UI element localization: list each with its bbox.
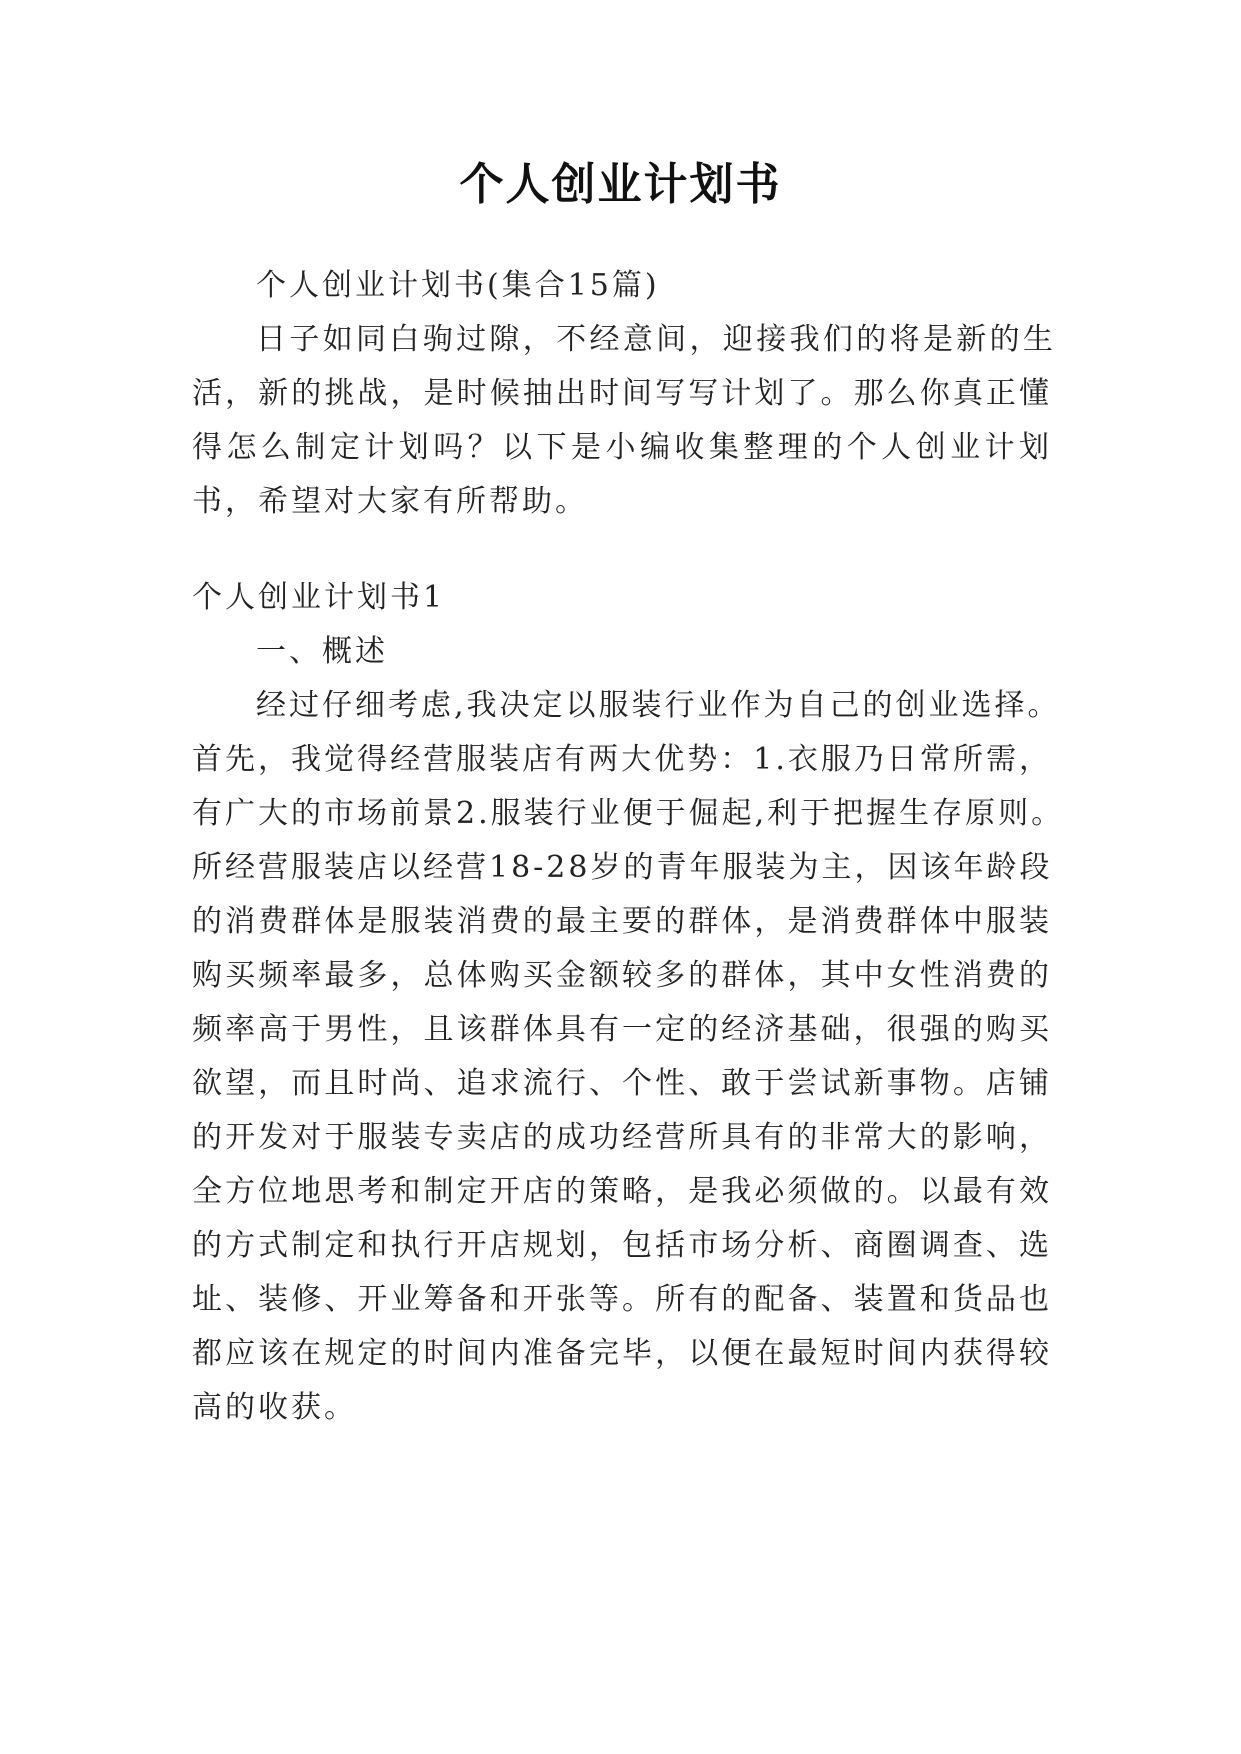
body-line: 首先，我觉得经营服装店有两大优势：1.衣服乃日常所需， xyxy=(192,742,1052,777)
body-line: 的消费群体是服装消费的最主要的群体，是消费群体中服装 xyxy=(192,904,1052,939)
body-line: 购买频率最多，总体购买金额较多的群体，其中女性消费的 xyxy=(192,958,1052,993)
body-line: 频率高于男性，且该群体具有一定的经济基础，很强的购买 xyxy=(192,1012,1052,1047)
document-subtitle: 个人创业计划书(集合15篇) xyxy=(256,268,660,303)
body-line: 欲望，而且时尚、追求流行、个性、敢于尝试新事物。店铺 xyxy=(192,1066,1052,1101)
body-line: 都应该在规定的时间内准备完毕，以便在最短时间内获得较 xyxy=(192,1336,1052,1371)
intro-line: 书，希望对大家有所帮助。 xyxy=(192,484,588,519)
body-line: 全方位地思考和制定开店的策略，是我必须做的。以最有效 xyxy=(192,1174,1052,1209)
body-line: 经过仔细考虑,我决定以服装行业作为自己的创业选择。 xyxy=(256,688,1061,723)
section-heading: 个人创业计划书1 xyxy=(192,580,446,615)
body-line: 所经营服装店以经营18-28岁的青年服装为主，因该年龄段 xyxy=(192,850,1053,885)
body-line: 有广大的市场前景2.服装行业便于倔起,利于把握生存原则。 xyxy=(192,796,1065,831)
intro-line: 日子如同白驹过隙，不经意间，迎接我们的将是新的生 xyxy=(256,322,1056,357)
intro-line: 得怎么制定计划吗？以下是小编收集整理的个人创业计划 xyxy=(192,430,1052,465)
document-title: 个人创业计划书 xyxy=(459,159,782,210)
body-line: 的开发对于服装专卖店的成功经营所具有的非常大的影响， xyxy=(192,1120,1052,1155)
subsection-heading: 一、概述 xyxy=(256,634,388,669)
body-line: 的方式制定和执行开店规划，包括市场分析、商圈调查、选 xyxy=(192,1228,1052,1263)
intro-line: 活，新的挑战，是时候抽出时间写写计划了。那么你真正懂 xyxy=(192,376,1052,411)
body-line: 高的收获。 xyxy=(192,1390,357,1425)
body-line: 址、装修、开业筹备和开张等。所有的配备、装置和货品也 xyxy=(192,1282,1052,1317)
